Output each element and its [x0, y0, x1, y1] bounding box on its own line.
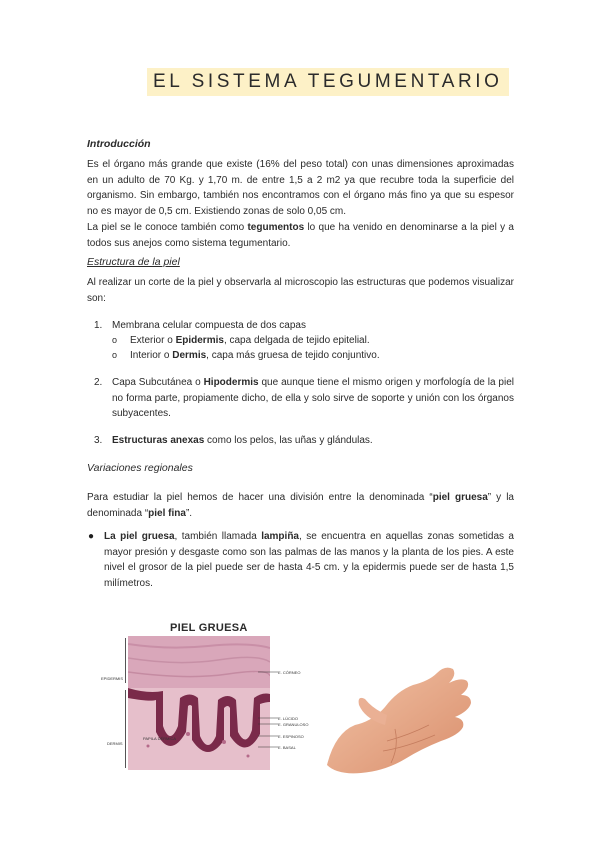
document-page: EL SISTEMA TEGUMENTARIO Introducción Es el órgano más grande que existe (16% del peso total) con unas dimensiones aproximadas en un adulto de 70 Kg. y 1,70 m. de entre 1,5 a 2 m2 ya que recubre toda la superficie del organismo. Sin embargo, también nos encontramos con el órgano más fino ya que su espesor no es mayor de 0,5 cm. Existiendo zonas de solo 0,05 cm. La piel se le conoce también como tegumentos lo que ha venido en denominarse a la piel y a todos sus anejos como sistema tegumentario. Estructura de la piel Al realizar un corte de la piel y observarla al microscopio las estructuras que podemos visualizar son: 1. Membrana celular compuesta de dos capas o Exterior o Epidermis, capa delgada de tejido epitelial. o Interior o Dermis, capa más gruesa de tejido conjuntivo. 2. Capa Subcutánea o Hipodermis que aunque tiene el mismo origen y morfología de la piel no forma parte, propiamente dicho, de ella y solo sirve de soporte y unión con los órganos subyacentes. 3. Estructuras anexas como los pelos, las uñas y glándulas. Variaciones regionales Para estudiar la piel hemos de hacer una división entre la denominada “piel gruesa” y la denominada “piel fina”. ● La piel gruesa, también llamada lampiña, se encuentra en aquellas zonas sometidas a mayor presión y desgaste como son las palmas de las manos y la planta de los pies. A este nivel el grosor de la piel puede ser de hasta 4-5 cm. y la epidermis puede ser de hasta 1,5 milímetros. PIEL GRUESA EPIDERMIS DERMIS E. CÓRNEO E. LÚCIDO E. GRANULOSO E. ESPINOSO E. BASAL PAPILA DÉRMICA [0, 0, 600, 848]
list-item-2: 2. Capa Subcutánea o Hipodermis que aunque tiene el mismo origen y morfología de la piel no forma parte, propiamente dicho, de ella y solo sirve de soporte y unión con los órganos subyacentes. [94, 377, 514, 419]
intro-paragraph-1: Es el órgano más grande que existe (16% del peso total) con unas dimensiones aproximadas en un adulto de 70 Kg. y 1,70 m. de entre 1,5 a 2 m2 ya que recubre toda la superficie del organismo. Sin embargo, también nos encontramos con el órgano más fino ya que su espesor no es mayor de 0,5 cm. Existiendo zonas de solo 0,05 cm. [87, 159, 514, 217]
label-pointers [258, 668, 280, 750]
label-dermis: DERMIS [107, 741, 123, 746]
variaciones-paragraph: Para estudiar la piel hemos de hacer una división entre la denominada “piel gruesa” y la denominada “piel fina”. [87, 492, 514, 519]
bullet-icon: ● [88, 531, 95, 542]
figure-title: PIEL GRUESA [170, 622, 248, 634]
skin-histology-image [128, 636, 270, 770]
label-papila: PAPILA DÉRMICA [143, 736, 177, 741]
intro-paragraph-2: La piel se le conoce también como tegumentos lo que ha venido en denominarse a la piel y a todos sus anejos como sistema tegumentario. [87, 222, 514, 249]
dermis-bracket [125, 690, 126, 768]
label-lucido: E. LÚCIDO [278, 716, 299, 721]
label-espinoso: E. ESPINOSO [278, 734, 304, 739]
label-basal: E. BASAL [278, 745, 296, 750]
epidermis-bracket [125, 638, 126, 683]
estructura-paragraph: Al realizar un corte de la piel y observarla al microscopio las estructuras que podemos visualizar son: [87, 277, 514, 304]
document-title: EL SISTEMA TEGUMENTARIO [147, 68, 509, 96]
label-epidermis: EPIDERMIS [101, 676, 124, 681]
piel-gruesa-paragraph: La piel gruesa, también llamada lampiña, se encuentra en aquellas zonas sometidas a mayor presión y desgaste como son las palmas de las manos y la planta de los pies. A este nivel el grosor de la piel puede ser de hasta 4-5 cm. y la epidermis puede ser de hasta 1,5 milímetros. [104, 531, 514, 589]
label-granuloso: E. GRANULOSO [278, 722, 309, 727]
variaciones-heading: Variaciones regionales [87, 462, 193, 474]
hand-palm-image [325, 655, 475, 775]
intro-heading: Introducción [87, 138, 151, 150]
label-corneo: E. CÓRNEO [278, 670, 301, 675]
estructura-heading: Estructura de la piel [87, 256, 180, 268]
